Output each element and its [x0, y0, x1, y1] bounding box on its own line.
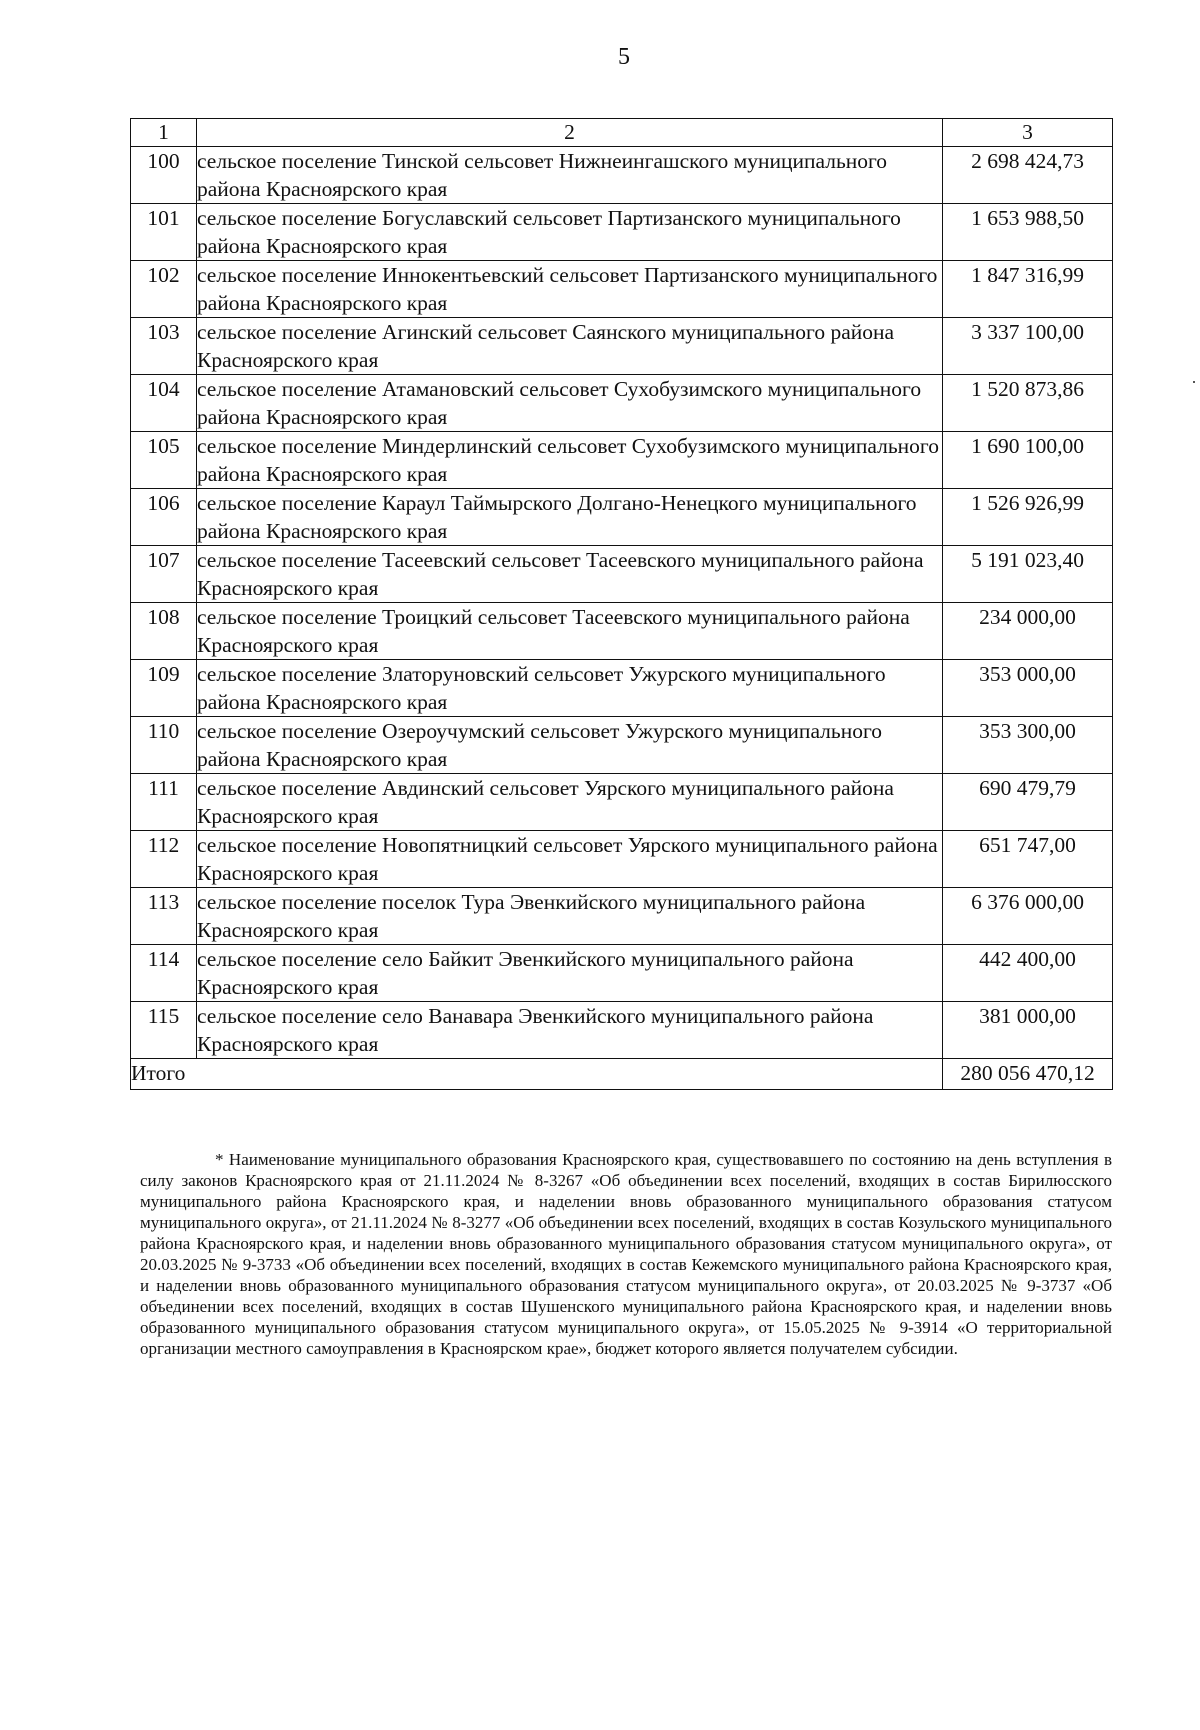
row-number: 104	[131, 375, 197, 432]
row-number: 113	[131, 888, 197, 945]
table-row	[131, 489, 1113, 546]
table-row	[131, 1002, 1113, 1059]
row-number: 106	[131, 489, 197, 546]
row-number: 115	[131, 1002, 197, 1059]
municipality-name: сельское поселение Авдинский сельсовет Уярского муниципального района Красноярского края	[197, 774, 943, 831]
row-number: 109	[131, 660, 197, 717]
row-number: 108	[131, 603, 197, 660]
subsidy-amount: 3 337 100,00	[943, 318, 1113, 375]
table-row	[131, 888, 1113, 945]
total-row	[131, 1059, 1113, 1090]
subsidy-amount: 234 000,00	[943, 603, 1113, 660]
subsidy-amount: 1 653 988,50	[943, 204, 1113, 261]
row-number: 100	[131, 147, 197, 204]
municipality-name: сельское поселение Тасеевский сельсовет Тасеевского муниципального района Красноярского края	[197, 546, 943, 603]
subsidy-amount: 651 747,00	[943, 831, 1113, 888]
scan-dot	[1193, 381, 1195, 383]
municipality-name: сельское поселение Агинский сельсовет Саянского муниципального района Красноярского края	[197, 318, 943, 375]
column-header-name: 2	[197, 119, 943, 147]
subsidy-amount: 1 690 100,00	[943, 432, 1113, 489]
row-number: 102	[131, 261, 197, 318]
municipality-name: сельское поселение Караул Таймырского Долгано-Ненецкого муниципального района Красноярского края	[197, 489, 943, 546]
municipality-name: сельское поселение село Ванавара Эвенкийского муниципального района Красноярского края	[197, 1002, 943, 1059]
total-amount: 280 056 470,12	[943, 1059, 1113, 1090]
total-label: Итого	[131, 1059, 943, 1090]
table-row	[131, 318, 1113, 375]
row-number: 111	[131, 774, 197, 831]
table-row	[131, 432, 1113, 489]
municipality-name: сельское поселение село Байкит Эвенкийского муниципального района Красноярского края	[197, 945, 943, 1002]
table-row	[131, 147, 1113, 204]
municipality-name: сельское поселение Миндерлинский сельсовет Сухобузимского муниципального района Красноярского края	[197, 432, 943, 489]
table-row	[131, 774, 1113, 831]
municipality-name: сельское поселение Троицкий сельсовет Тасеевского муниципального района Красноярского края	[197, 603, 943, 660]
table-row	[131, 375, 1113, 432]
table-row	[131, 261, 1113, 318]
municipality-name: сельское поселение поселок Тура Эвенкийского муниципального района Красноярского края	[197, 888, 943, 945]
table-row	[131, 717, 1113, 774]
row-number: 114	[131, 945, 197, 1002]
subsidy-amount: 381 000,00	[943, 1002, 1113, 1059]
table-row	[131, 660, 1113, 717]
footnote: * Наименование муниципального образования Красноярского края, существовавшего по состоянию на день вступления в силу законов Красноярского края от 21.11.2024 № 8-3267 «Об объединении всех поселений, входящих в состав Бирилюсского муниципального района Красноярского края, и наделении вновь образованного муниципального образования статусом муниципального округа», от 21.11.2024 № 8-3277 «Об объединении всех поселений, входящих в состав Козульского муниципального района Красноярского края, и наделении вновь образованного муниципального образования статусом муниципального округа», от 20.03.2025 № 9-3733 «Об объединении всех поселений, входящих в состав Кежемского муниципального района Красноярского края, и наделении вновь образованного муниципального образования статусом муниципального округа», от 20.03.2025 № 9-3737 «Об объединении всех поселений, входящих в состав Шушенского муниципального района Красноярского края, и наделении вновь образованного муниципального образования статусом муниципального округа», от 15.05.2025 № 9-3914 «О территориальной организации местного самоуправления в Красноярском крае», бюджет которого является получателем субсидии.	[140, 1150, 1112, 1358]
page-number: 5	[618, 44, 630, 70]
subsidy-amount: 353 000,00	[943, 660, 1113, 717]
column-header-number: 1	[131, 119, 197, 147]
subsidy-amount: 2 698 424,73	[943, 147, 1113, 204]
subsidy-amount: 6 376 000,00	[943, 888, 1113, 945]
municipality-name: сельское поселение Новопятницкий сельсовет Уярского муниципального района Красноярского края	[197, 831, 943, 888]
row-number: 110	[131, 717, 197, 774]
row-number: 105	[131, 432, 197, 489]
subsidy-amount: 442 400,00	[943, 945, 1113, 1002]
subsidy-amount: 1 520 873,86	[943, 375, 1113, 432]
municipality-name: сельское поселение Тинской сельсовет Нижнеингашского муниципального района Красноярского края	[197, 147, 943, 204]
table-row	[131, 603, 1113, 660]
subsidy-amount: 1 847 316,99	[943, 261, 1113, 318]
row-number: 103	[131, 318, 197, 375]
row-number: 107	[131, 546, 197, 603]
municipality-name: сельское поселение Златоруновский сельсовет Ужурского муниципального района Красноярского края	[197, 660, 943, 717]
subsidy-table	[130, 118, 1113, 1090]
subsidy-amount: 1 526 926,99	[943, 489, 1113, 546]
municipality-name: сельское поселение Иннокентьевский сельсовет Партизанского муниципального района Красноярского края	[197, 261, 943, 318]
municipality-name: сельское поселение Озероучумский сельсовет Ужурского муниципального района Красноярского края	[197, 717, 943, 774]
row-number: 101	[131, 204, 197, 261]
municipality-name: сельское поселение Атамановский сельсовет Сухобузимского муниципального района Красноярского края	[197, 375, 943, 432]
table-header-row	[131, 119, 1113, 147]
subsidy-amount: 353 300,00	[943, 717, 1113, 774]
subsidy-amount: 5 191 023,40	[943, 546, 1113, 603]
table-row	[131, 831, 1113, 888]
table-row	[131, 204, 1113, 261]
column-header-amount: 3	[943, 119, 1113, 147]
municipality-name: сельское поселение Богуславский сельсовет Партизанского муниципального района Красноярского края	[197, 204, 943, 261]
subsidy-amount: 690 479,79	[943, 774, 1113, 831]
row-number: 112	[131, 831, 197, 888]
table-row	[131, 945, 1113, 1002]
table-row	[131, 546, 1113, 603]
